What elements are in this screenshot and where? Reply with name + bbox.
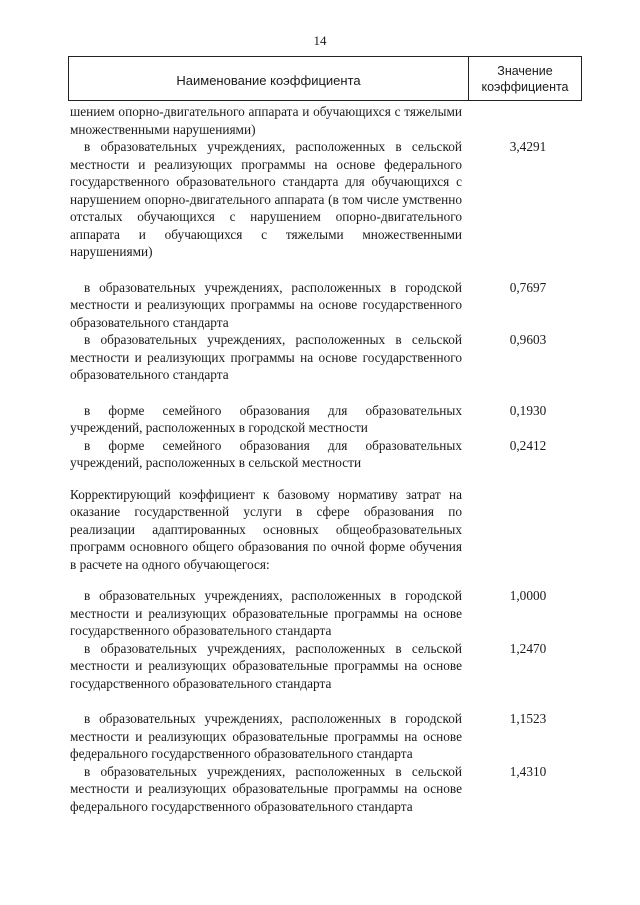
row-text: в форме семейного образования для образовательных учреждений, расположенных в сельской местности: [70, 437, 462, 470]
row-text: в образовательных учреждениях, расположенных в городской местности и реализующих образовательные программы на основе федерального государственного образовательного стандарта: [70, 711, 462, 761]
row-text: в форме семейного образования для образовательных учреждений, расположенных в городской местности: [70, 402, 462, 435]
table-row: [70, 640, 582, 693]
row-text: в образовательных учреждениях, расположенных в сельской местности и реализующих программы на основе федерального государственного образовательного стандарта для обучающихся с нарушением опорно-двигательного аппарата (в том числе умственно отсталых обучающихся с нарушением опорно-двигательного аппарата и обучающихся с тяжелыми множественными нарушениями): [70, 139, 462, 259]
row-value: 1,1523: [509, 711, 547, 726]
row-text: в образовательных учреждениях, расположенных в городской местности и реализующих образовательные программы на основе государственного образовательного стандарта: [70, 588, 462, 638]
row-text: в образовательных учреждениях, расположенных в сельской местности и реализующих образовательные программы на основе государственного образовательного стандарта: [70, 640, 462, 691]
table-row: [70, 103, 582, 138]
row-text: шением опорно-двигательного аппарата и обучающихся с тяжелыми множественными нарушениями): [70, 104, 462, 137]
row-text: в образовательных учреждениях, расположенных в сельской местности и реализующих образовательные программы на основе федерального государственного образовательного стандарта: [70, 763, 462, 814]
row-value: 0,1930: [509, 402, 547, 418]
row-value: 0,9603: [509, 332, 547, 347]
header-value-line2: коэффициента: [481, 79, 569, 94]
coefficient-table-body: [70, 103, 582, 815]
row-value: 1,2470: [509, 640, 547, 656]
row-value: 0,7697: [509, 279, 547, 295]
table-row: [70, 402, 582, 437]
table-row: [70, 279, 582, 332]
table-row: [70, 486, 582, 574]
row-value: 1,4310: [509, 763, 547, 779]
table-row: [70, 138, 582, 261]
page-number: 14: [313, 33, 327, 48]
row-text: Корректирующий коэффициент к базовому нормативу затрат на оказание государственной услуги в сфере образования по реализации адаптированных основных общеобразовательных программ основного общего образования по очной форме обучения в расчете на одного обучающегося:: [70, 486, 462, 572]
row-text: в образовательных учреждениях, расположенных в городской местности и реализующих программы на основе государственного образовательного стандарта: [70, 279, 462, 330]
header-value-column: [469, 57, 581, 100]
row-value: 3,4291: [509, 139, 547, 154]
table-row: [70, 763, 582, 816]
table-row: [70, 587, 582, 640]
row-value: 1,0000: [509, 588, 547, 603]
header-value-line1: Значение: [497, 63, 553, 78]
row-value: 0,2412: [509, 437, 547, 453]
table-header: [68, 56, 582, 101]
table-row: [70, 710, 582, 763]
row-text: в образовательных учреждениях, расположенных в сельской местности и реализующих программы на основе государственного образовательного стандарта: [70, 332, 462, 382]
header-name-column: Наименование коэффициента: [69, 57, 469, 100]
table-row: [70, 331, 582, 384]
table-row: [70, 437, 582, 472]
